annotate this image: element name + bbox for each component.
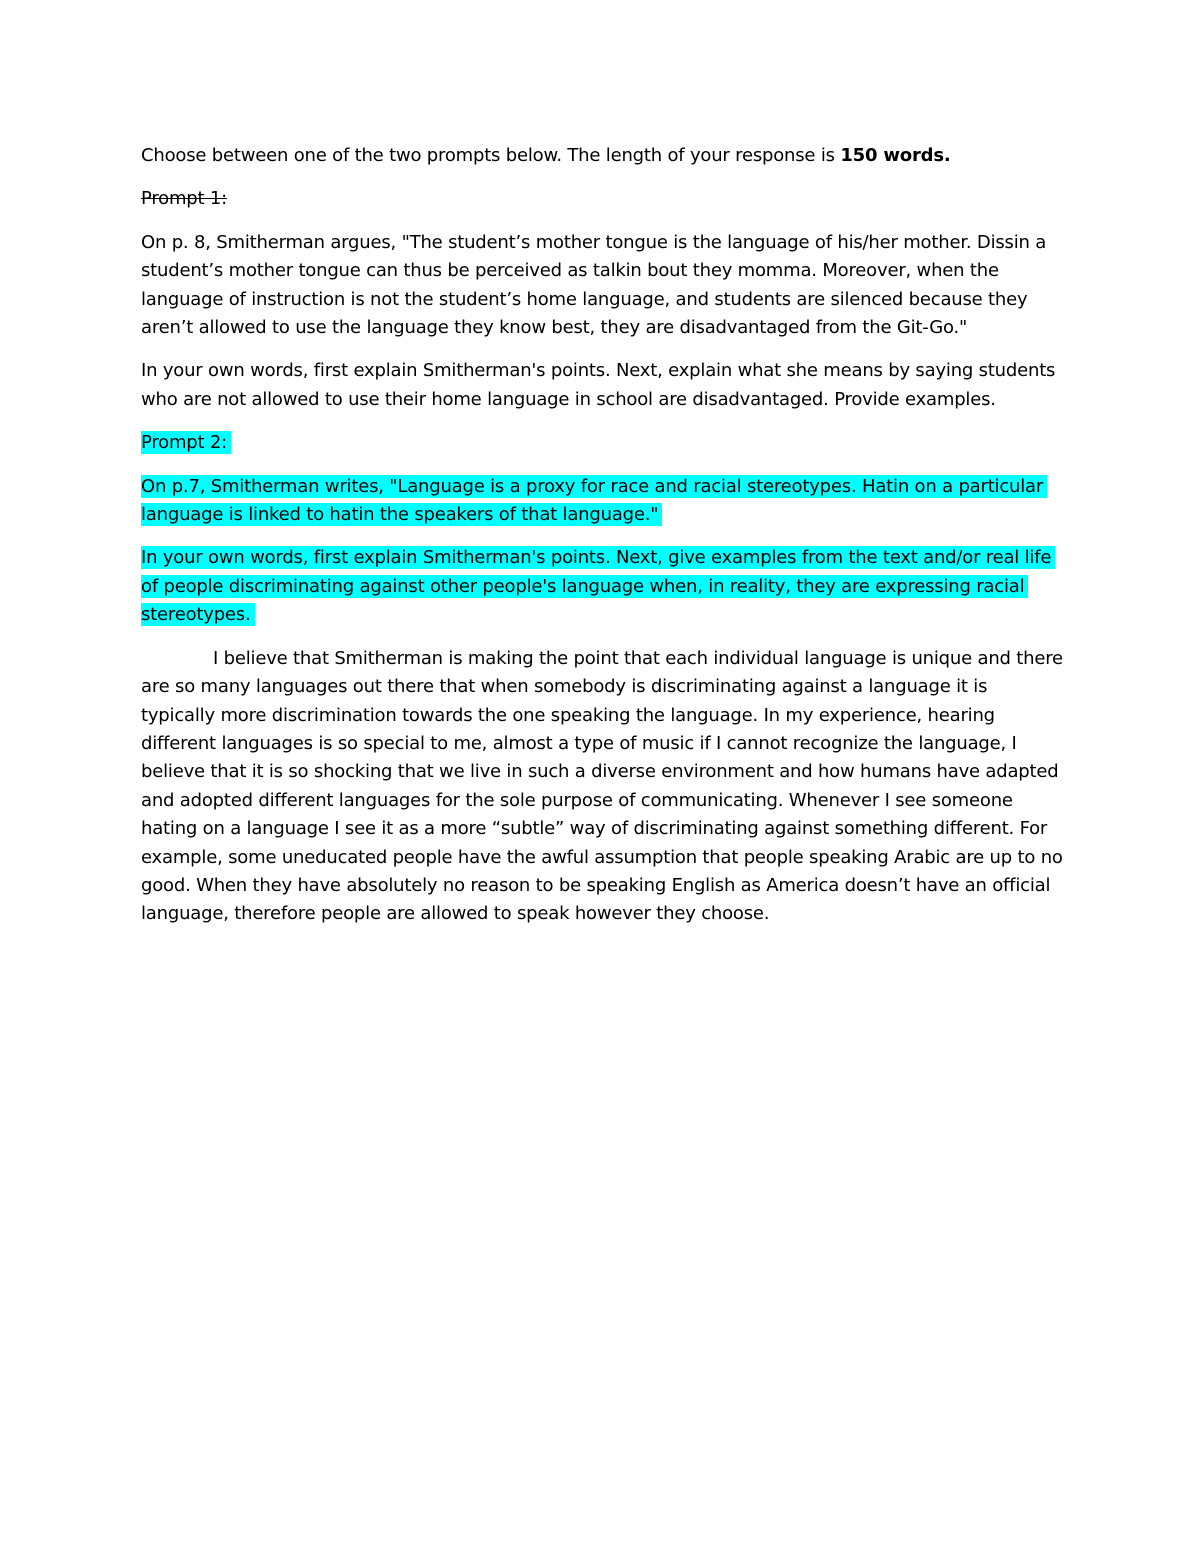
instructions-text: Choose between one of the two prompts below. The length of your response is [141, 145, 841, 166]
prompt2-quote [141, 473, 1066, 530]
prompt2-task-text: In your own words, first explain Smitherman's points. Next, give examples from the text and/or real life of people discriminating against other people's language when, in reality, they are expressing racial stereotypes. [141, 546, 1055, 626]
prompt2-quote-text: On p.7, Smitherman writes, "Language is a proxy for race and racial stereotypes. Hatin on a particular language is linked to hatin the speakers of that language." [141, 475, 1047, 526]
prompt2-task [141, 544, 1066, 629]
prompt1-heading [141, 185, 1066, 213]
prompt1-task: In your own words, first explain Smitherman's points. Next, explain what she means by saying students who are not allowed to use their home language in school are disadvantaged. Provide examples. [141, 360, 1056, 410]
prompt2-heading-text: Prompt 2: [141, 431, 231, 454]
instructions-paragraph [141, 142, 1066, 170]
word-count-emphasis: 150 words. [840, 145, 951, 166]
document-body [141, 142, 1066, 944]
response-paragraph: I believe that Smitherman is making the point that each individual language is unique and there are so many languages out there that when somebody is discriminating against a language it is typically more discrimination towards the one speaking the language. In my experience, hearing different languages is so special to me, almost a type of music if I cannot recognize the language, I believe that it is so shocking that we live in such a diverse environment and how humans have adapted and adopted different languages for the sole purpose of communicating. Whenever I see someone hating on a language I see it as a more “subtle” way of discriminating against something different. For example, some uneducated people have the awful assumption that people speaking Arabic are up to no good. When they have absolutely no reason to be speaking English as America doesn’t have an official language, therefore people are allowed to speak however they choose. [141, 647, 1063, 925]
prompt2-heading [141, 429, 1066, 457]
prompt1-quote: On p. 8, Smitherman argues, "The student’s mother tongue is the language of his/her mother. Dissin a student’s mother tongue can thus be perceived as talkin bout they momma. Moreover, when the language of instruction is not the student’s home language, and students are silenced because they aren’t allowed to use the language they know best, they are disadvantaged from the Git-Go." [141, 231, 1047, 339]
prompt1-heading-text: Prompt 1: [141, 188, 228, 210]
